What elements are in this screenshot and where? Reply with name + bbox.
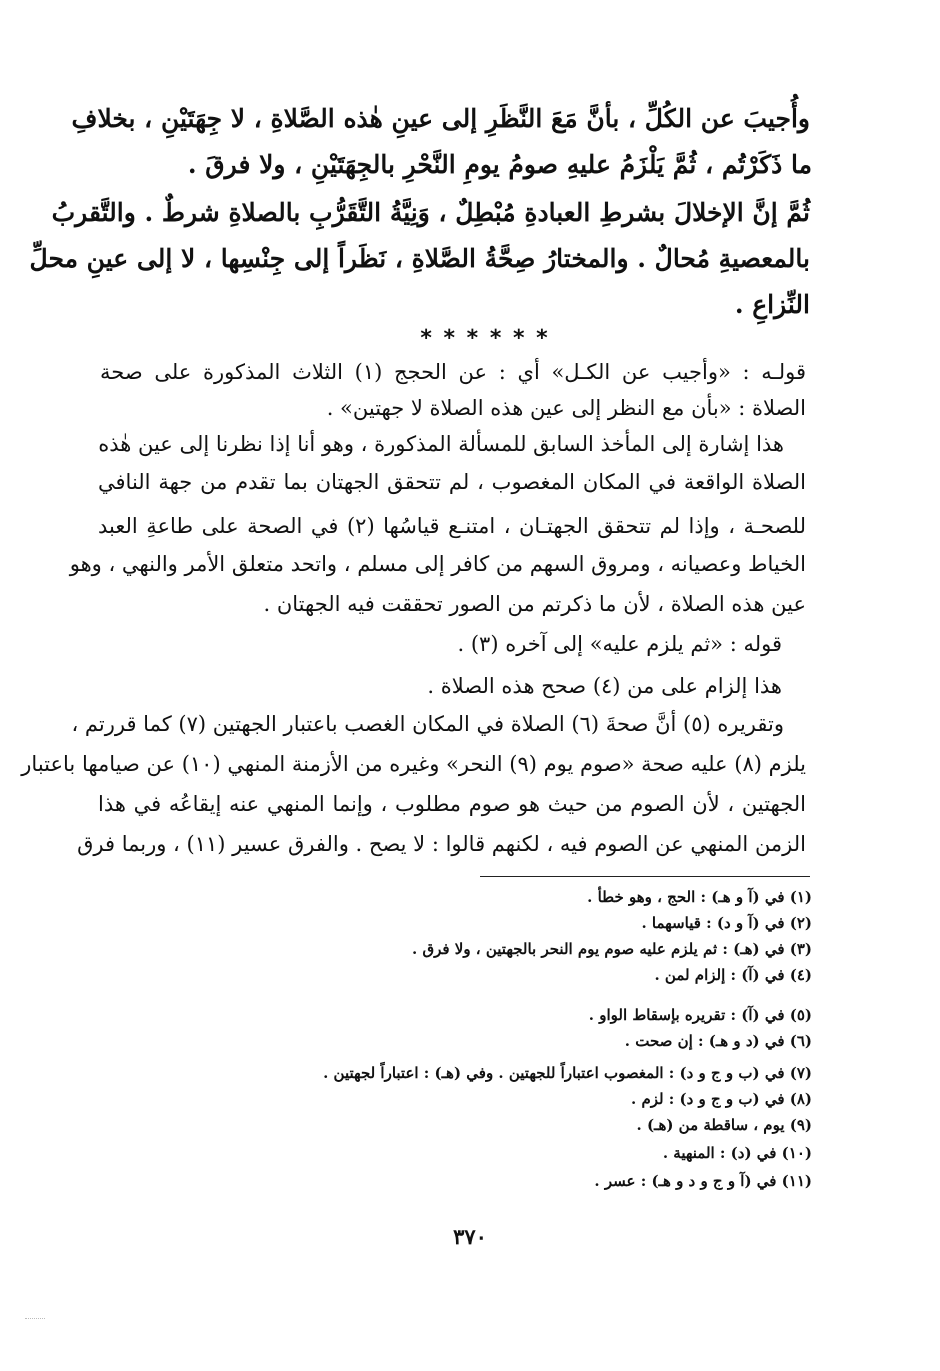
- footnote: (٥) في (آ) : تقريره بإسقاط الواو .: [588, 1006, 812, 1024]
- commentary-line: قولـه : «وأجيب عن الكـل» أي : عن الحجج (١) الثلاث المذكورة على صحة: [100, 360, 806, 384]
- section-separator: * * * * * *: [420, 326, 550, 351]
- footnote: (٧) في (ب و ج و د) : المغصوب اعتباراً للجهتين . وفي (هـ) : اعتباراً لجهتين .: [323, 1064, 812, 1082]
- footnote: (١) في (آ و هـ) : الحج ، وهو خطأ .: [587, 888, 812, 906]
- commentary-line: يلزم (٨) عليه صحة «صوم يوم (٩) النحر» وغيره من الأزمنة المنهي (١٠) عن صيامها باعتبار: [21, 752, 806, 776]
- commentary-line: عين هذه الصلاة ، لأن ما ذكرتم من الصور تحققت فيه الجهتان .: [263, 592, 806, 616]
- footnote: (٢) في (آ و د) : قياسهما .: [641, 914, 812, 932]
- commentary-line: وتقريره (٥) أنَّ صحةَ (٦) الصلاة في المكان الغصب باعتبار الجهتين (٧) كما قررتم ،: [71, 712, 784, 736]
- footnote: (٤) في (آ) : إلزام لمن .: [654, 966, 812, 984]
- main-text-line: ثُمَّ إنَّ الإخلالَ بشرطِ العبادةِ مُبْطِلٌ ، وَنِيَّةُ التَّقَرُّبِ بالصلاةِ شرطٌ . والتَّقربُ: [51, 198, 810, 227]
- page-number: ٣٧٠: [453, 1224, 487, 1249]
- commentary-line: الجهتين ، لأن الصوم من حيث هو صوم مطلوب ، وإنما المنهي عنه إيقاعُه في هذا: [98, 792, 806, 816]
- main-text-line: بالمعصيةِ مُحالٌ . والمختارُ صِحَّةُ الصَّلاةِ ، نَظَراً إلى جِنْسِها ، لا إلى عينِ محلِّ: [29, 244, 810, 273]
- footnote-divider: [480, 876, 810, 877]
- footnote: (٩) يوم ، ساقطة من (هـ) .: [636, 1116, 812, 1134]
- commentary-line: للصحـة ، وإذا لم تتحقق الجهتـان ، امتنـع قياسُها (٢) في الصحة على طاعةِ العبد: [98, 514, 807, 538]
- main-text-line: ما ذَكَرْتُم ، ثُمَّ يَلْزَمُ عليهِ صومُ يومِ النَّحْرِ بالجِهَتَيْنِ ، ولا فرقَ .: [187, 150, 812, 179]
- footnote: (١٠) في (د) : المنهية .: [662, 1144, 812, 1162]
- main-text-line: وأُجيبَ عن الكُلِّ ، بأنَّ مَعَ النَّظَرِ إلى عينِ هٰذه الصَّلاةِ ، لا جِهَتَيْنِ ، بخلافِ: [71, 104, 810, 133]
- commentary-line: الصلاة الواقعة في المكان المغصوب ، لم تتحقق الجهتان بما تقدم من جهة النافي: [98, 470, 806, 494]
- commentary-line: هذا إلزام على من (٤) صحح هذه الصلاة .: [427, 674, 782, 698]
- scan-mark: [25, 1318, 45, 1323]
- footnote: (٦) في (د و هـ) : إن صحت .: [624, 1032, 812, 1050]
- footnote: (١١) في (آ و ج و د و هـ) : عسر .: [594, 1172, 812, 1190]
- commentary-line: هذا إشارة إلى المأخذ السابق للمسألة المذكورة ، وهو أنا إذا نظرنا إلى عين هٰذه: [98, 432, 784, 456]
- commentary-line: قوله : «ثم يلزم عليه» إلى آخره (٣) .: [457, 632, 782, 656]
- main-text-line: النِّزاعِ .: [734, 290, 810, 319]
- commentary-line: الزمن المنهي عن الصوم فيه ، لكنهم قالوا : لا يصح . والفرق عسير (١١) ، وربما فرق: [77, 832, 806, 856]
- commentary-line: الخياط وعصيانه ، ومروق السهم من كافر إلى مسلم ، واتحد متعلق الأمر والنهي ، وهو: [69, 552, 806, 576]
- footnote: (٣) في (هـ) : ثم يلزم عليه صوم يوم النحر بالجهتين ، ولا فرق .: [412, 940, 812, 958]
- footnote: (٨) في (ب و ج و د) : لزم .: [631, 1090, 812, 1108]
- commentary-line: الصلاة : «بأن مع النظر إلى عين هذه الصلاة لا جهتين» .: [326, 396, 806, 420]
